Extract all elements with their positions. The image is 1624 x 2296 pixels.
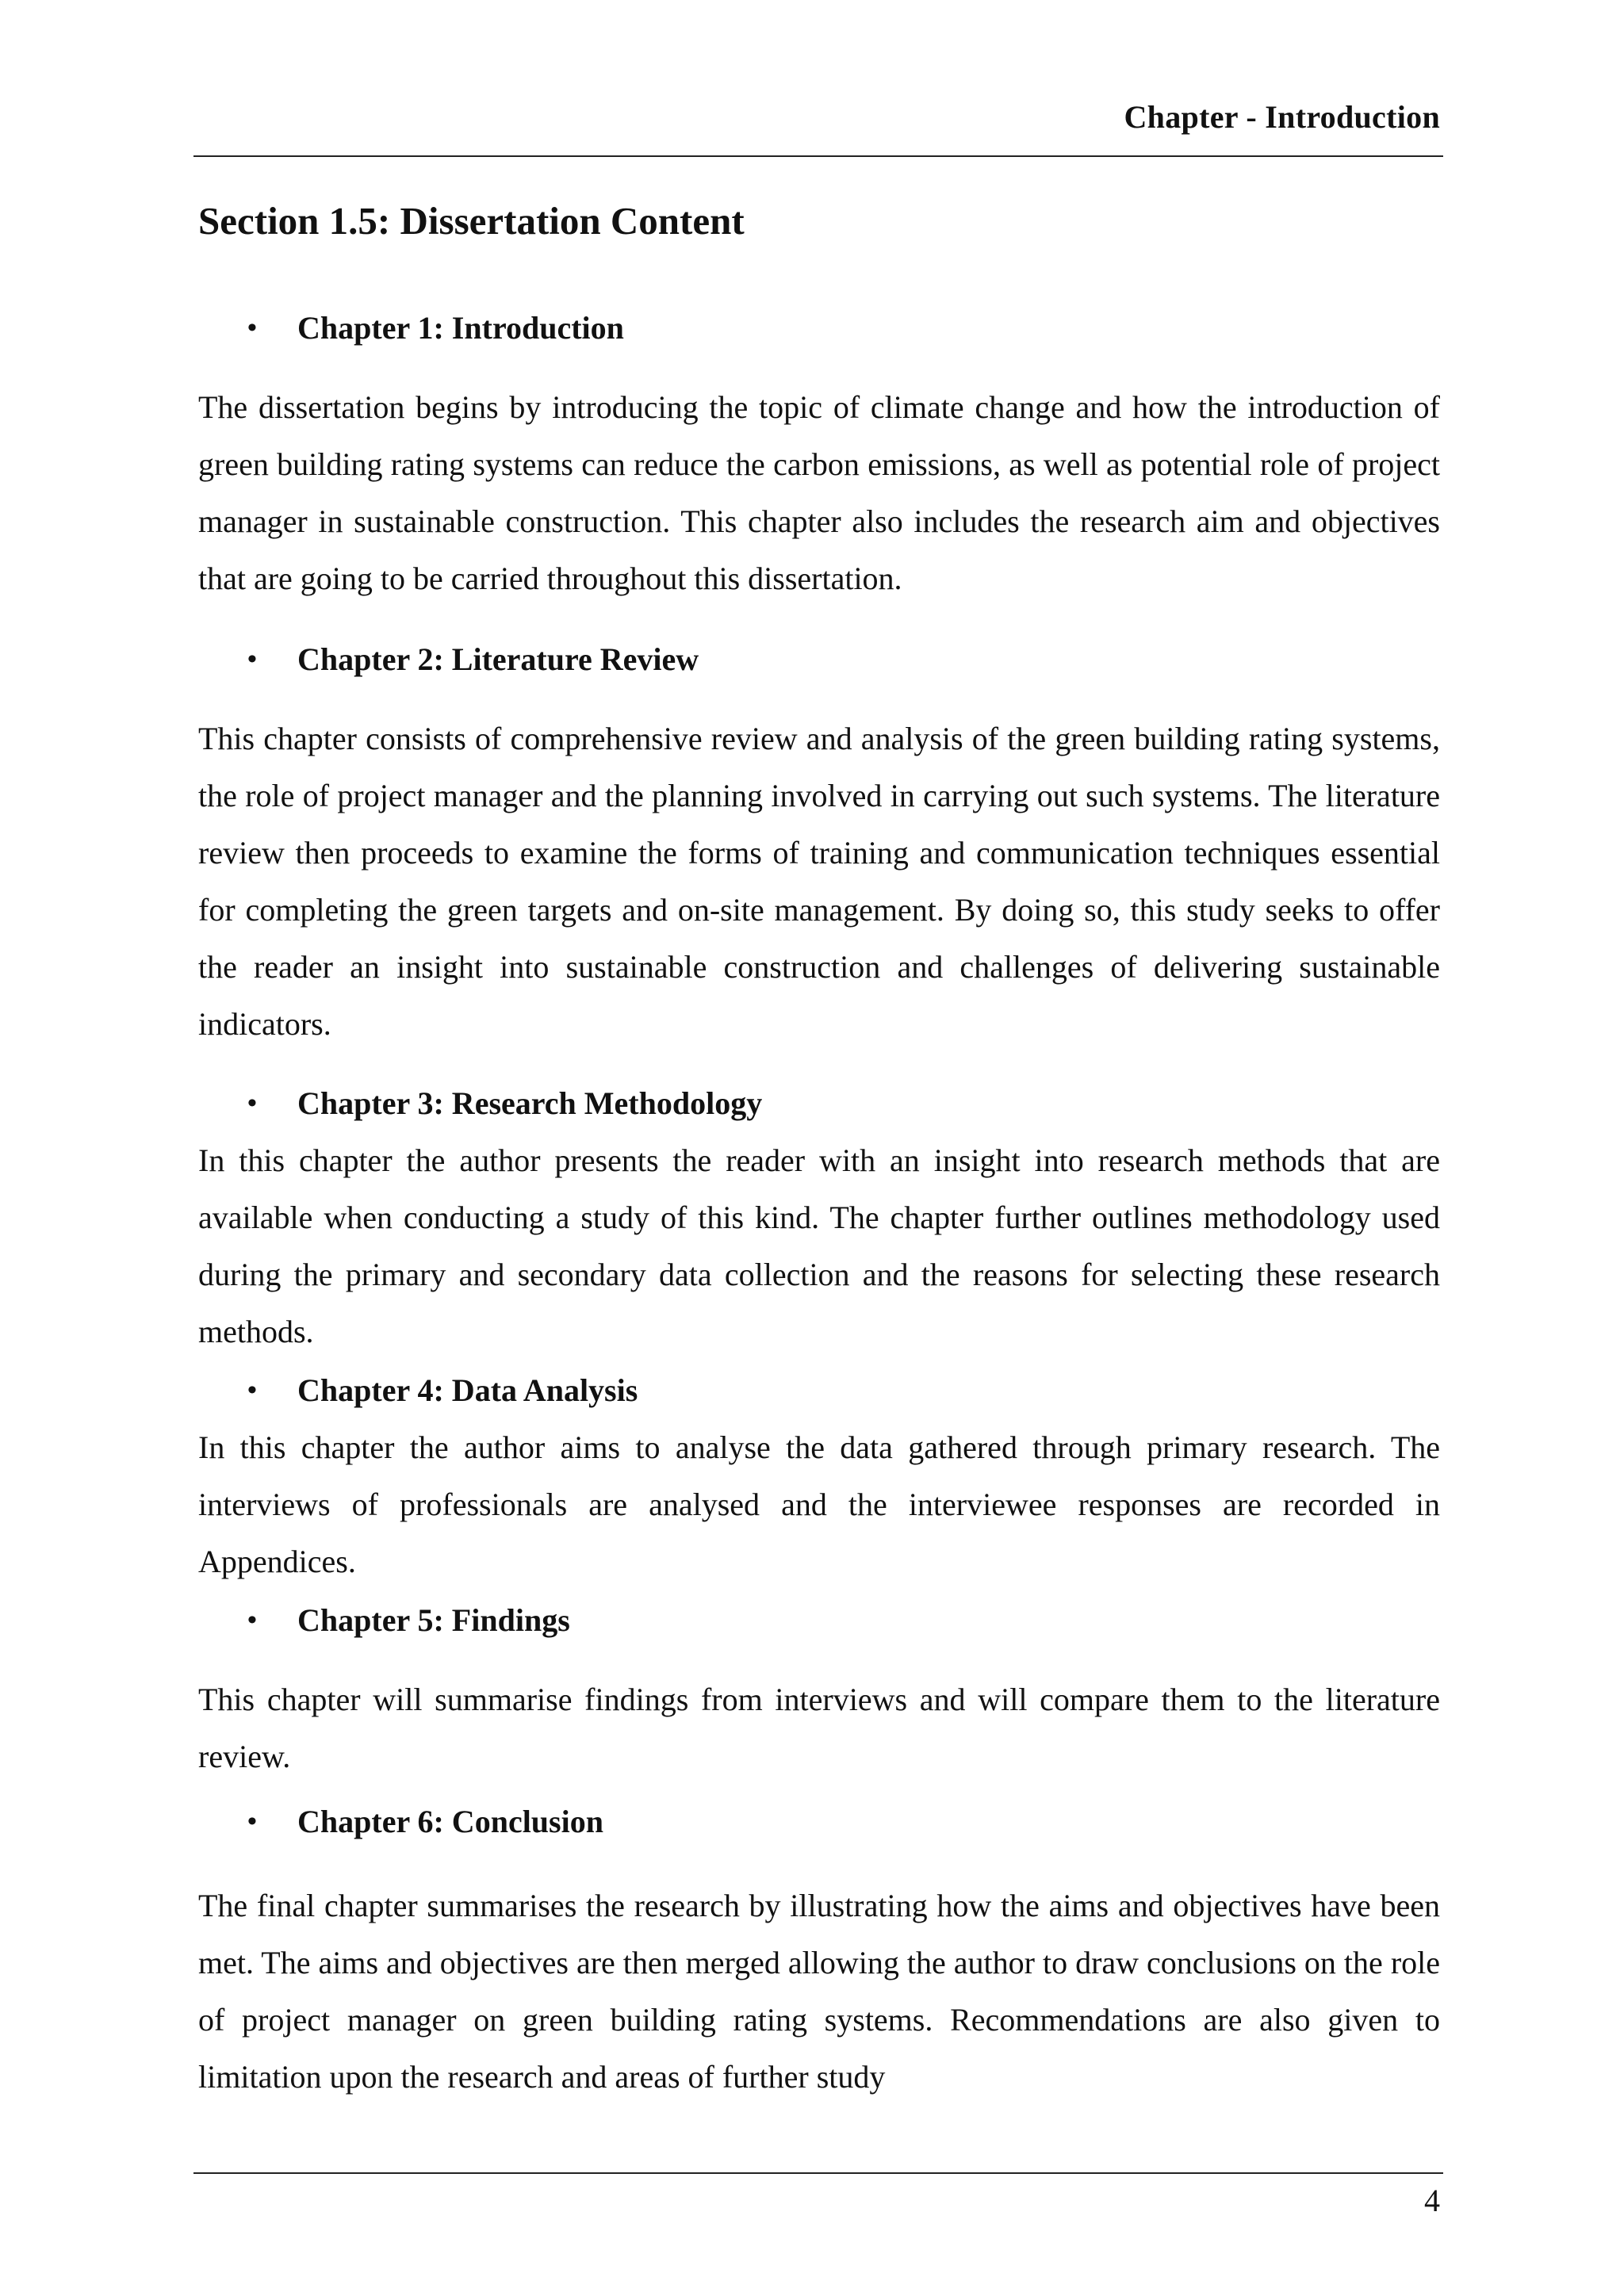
chapter-3-description: In this chapter the author presents the reader with an insight into research methods that are available when conducting a study of this kind. The chapter further outlines methodology used during the primary and secondary data collection and the reasons for selecting these research methods. xyxy=(198,1142,1440,1349)
chapter-2-title: Chapter 2: Literature Review xyxy=(297,641,699,677)
chapter-6-description: The final chapter summarises the research by illustrating how the aims and objectives have been met. The aims and objectives are then merged allowing the author to draw conclusions on the role of project manager on green building rating systems. Recommendations are also given to limitation upon the research and areas of further study xyxy=(198,1888,1440,2095)
bullet-icon: • xyxy=(247,1605,257,1635)
section-heading: Section 1.5: Dissertation Content xyxy=(198,199,745,243)
bullet-icon: • xyxy=(247,1089,257,1118)
chapter-1-title: Chapter 1: Introduction xyxy=(297,310,624,346)
chapter-6-title: Chapter 6: Conclusion xyxy=(297,1804,603,1839)
chapter-5-heading xyxy=(198,1597,570,1644)
bullet-icon: • xyxy=(247,645,257,674)
header-rule xyxy=(193,155,1443,157)
chapter-2-description: This chapter consists of comprehensive review and analysis of the green building rating systems, the role of project manager and the planning involved in carrying out such systems. The literature review then proceeds to examine the forms of training and communication techniques essential for completing the green targets and on-site management. By doing so, this study seeks to offer the reader an insight into sustainable construction and challenges of delivering sustainable indicators. xyxy=(198,721,1440,1042)
footer-rule xyxy=(193,2172,1443,2174)
page-number: 4 xyxy=(1424,2183,1440,2218)
chapter-3-heading xyxy=(198,1080,762,1127)
chapter-6-heading xyxy=(198,1798,603,1846)
running-header: Chapter - Introduction xyxy=(1124,99,1440,135)
chapter-2-heading xyxy=(198,636,699,683)
chapter-1-heading xyxy=(198,304,624,352)
chapter-1-description: The dissertation begins by introducing the topic of climate change and how the introduction of green building rating systems can reduce the carbon emissions, as well as potential role of project manager in sustainable construction. This chapter also includes the research aim and objectives that are going to be carried throughout this dissertation. xyxy=(198,389,1440,596)
chapter-4-heading xyxy=(198,1367,638,1414)
bullet-icon: • xyxy=(247,1376,257,1405)
chapter-3-title: Chapter 3: Research Methodology xyxy=(297,1085,763,1121)
chapter-4-title: Chapter 4: Data Analysis xyxy=(297,1372,638,1408)
chapter-5-description: This chapter will summarise findings from interviews and will compare them to the literature review. xyxy=(198,1682,1440,1774)
bullet-icon: • xyxy=(247,313,257,342)
chapter-4-description: In this chapter the author aims to analyse the data gathered through primary research. The interviews of professionals are analysed and the interviewee responses are recorded in Appendices. xyxy=(198,1429,1440,1579)
bullet-icon: • xyxy=(247,1807,257,1836)
chapter-5-title: Chapter 5: Findings xyxy=(297,1602,570,1638)
